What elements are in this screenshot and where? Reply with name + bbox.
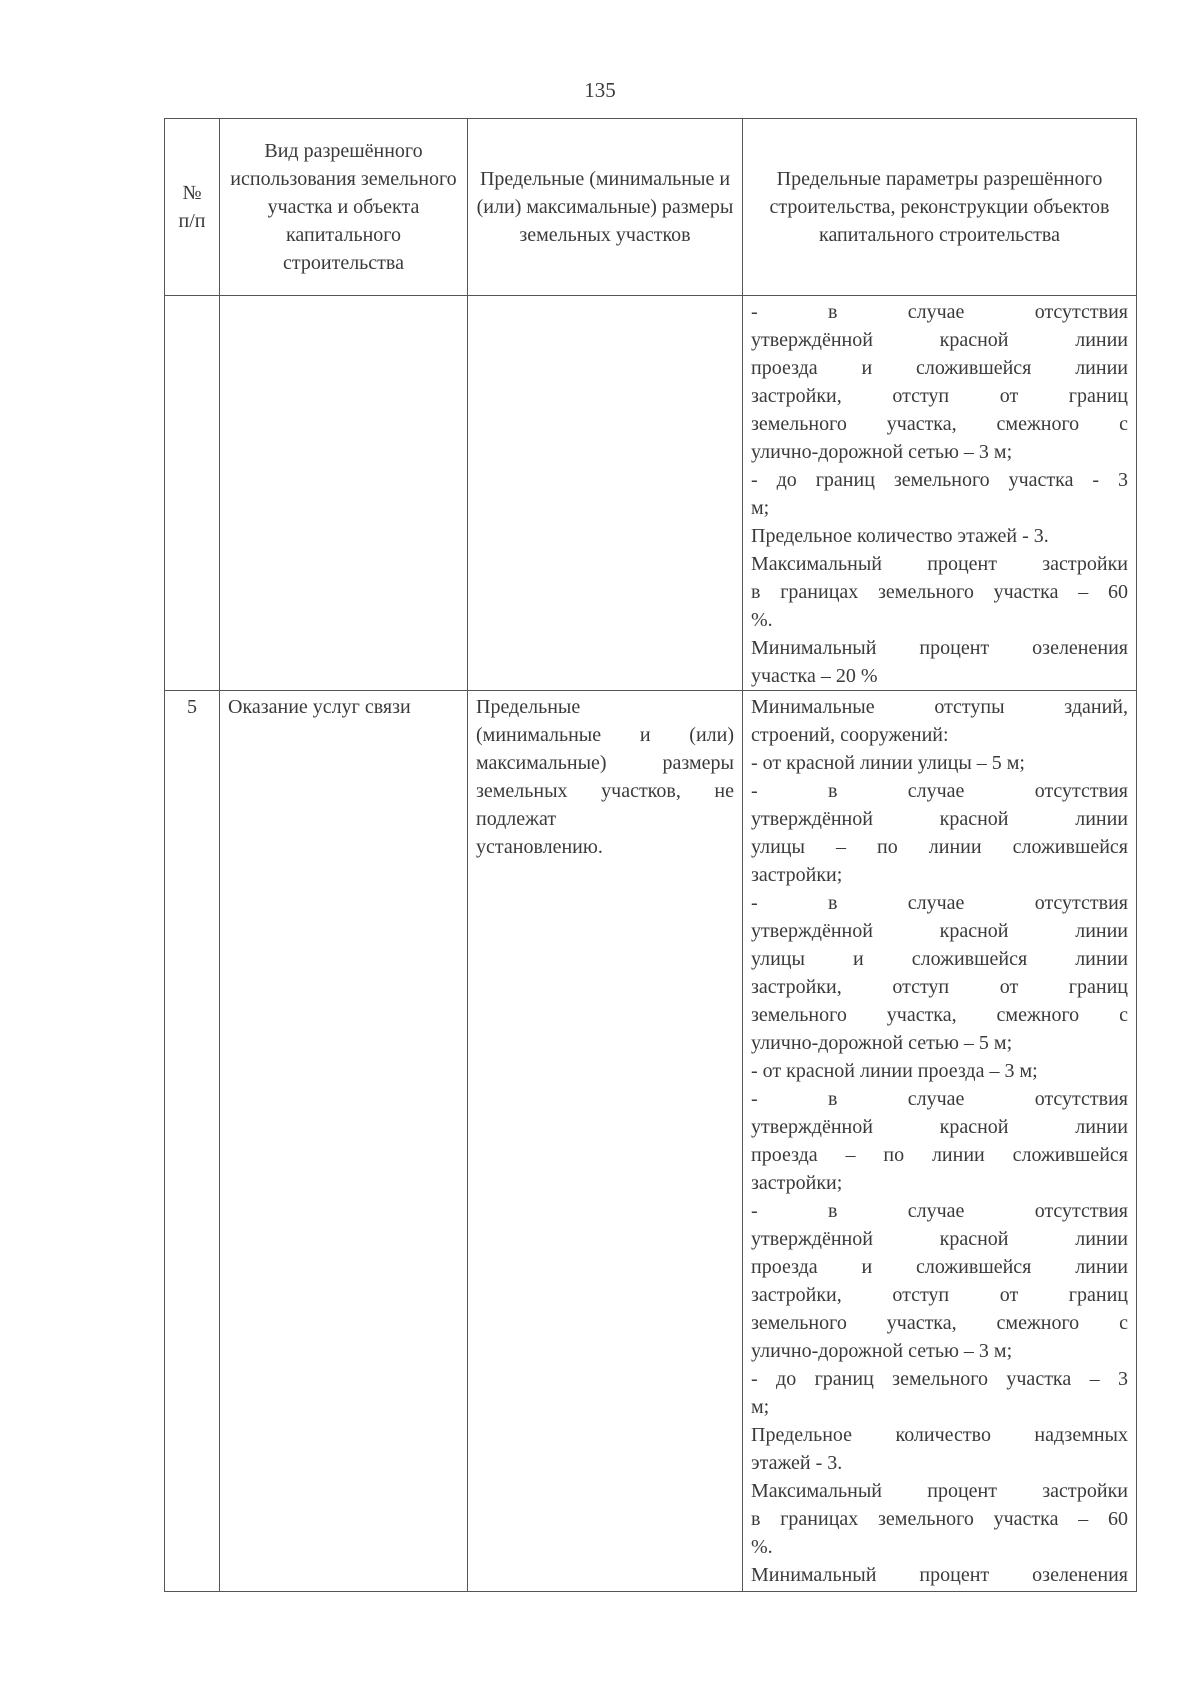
text-line: Предельные	[476, 696, 581, 718]
header-build-params: Предельные параметры разрешённого строительства, реконструкции объектов капитального строительства	[743, 119, 1137, 296]
text-line: застройки, отступ от границ	[751, 1284, 1128, 1306]
text-line: в границах земельного участка – 60	[751, 581, 1128, 603]
text-line: Предельное количество этажей - 3.	[751, 525, 1049, 547]
text-line: - до границ земельного участка – 3	[751, 1368, 1128, 1390]
text-line: - в случае отсутствия	[751, 301, 1128, 323]
cont-number-cell	[165, 296, 220, 691]
text-line: земельных участков, не	[476, 780, 734, 802]
text-line: Минимальный процент озеленения	[751, 637, 1128, 659]
text-line: - в случае отсутствия	[751, 892, 1128, 914]
text-line: - до границ земельного участка - 3	[751, 469, 1128, 491]
row5-number-cell: 5	[165, 691, 220, 1592]
row5-build-params-cell	[743, 691, 1137, 1592]
text-line: Предельное количество надземных	[751, 1424, 1128, 1446]
text-line: застройки;	[751, 1172, 843, 1194]
text-line: улицы и сложившейся линии	[751, 948, 1128, 970]
text-line: %.	[751, 609, 773, 631]
cont-build-params-cell	[743, 296, 1137, 691]
text-line: застройки, отступ от границ	[751, 385, 1128, 407]
text-line: установлению.	[476, 836, 603, 858]
text-line: утверждённой красной линии	[751, 808, 1128, 830]
text-line: улично-дорожной сетью – 3 м;	[751, 441, 1013, 463]
text-line: - в случае отсутствия	[751, 1088, 1128, 1110]
header-number: № п/п	[165, 119, 220, 296]
cont-plot-sizes-cell	[468, 296, 743, 691]
text-line: утверждённой красной линии	[751, 920, 1128, 942]
row5-plot-sizes-cell	[468, 691, 743, 1592]
text-line: Минимальный процент озеленения	[751, 1564, 1128, 1586]
page-number: 135	[584, 78, 616, 102]
header-plot-sizes: Предельные (минимальные и (или) максимальные) размеры земельных участков	[468, 119, 743, 296]
text-line: строений, сооружений:	[751, 724, 949, 746]
text-line: проезда и сложившейся линии	[751, 357, 1128, 379]
cont-use-type-cell	[220, 296, 468, 691]
table-row-5	[165, 691, 1137, 1592]
text-line: - от красной линии улицы – 5 м;	[751, 752, 1025, 774]
text-line: Минимальные отступы зданий,	[751, 696, 1128, 718]
text-line: проезда – по линии сложившейся	[751, 1144, 1128, 1166]
text-line: участка – 20 %	[751, 665, 878, 687]
text-line: утверждённой красной линии	[751, 1116, 1128, 1138]
text-line: подлежат	[476, 808, 557, 830]
text-line: проезда и сложившейся линии	[751, 1256, 1128, 1278]
text-line: этажей - 3.	[751, 1452, 843, 1474]
text-line: земельного участка, смежного с	[751, 1004, 1128, 1026]
text-line: утверждённой красной линии	[751, 329, 1128, 351]
text-line: улично-дорожной сетью – 3 м;	[751, 1340, 1013, 1362]
text-line: земельного участка, смежного с	[751, 1312, 1128, 1334]
text-line: - в случае отсутствия	[751, 1200, 1128, 1222]
text-line: застройки, отступ от границ	[751, 976, 1128, 998]
header-use-type: Вид разрешённого использования земельного участка и объекта капитального строительства	[220, 119, 468, 296]
text-line: м;	[751, 497, 770, 519]
text-line: улично-дорожной сетью – 5 м;	[751, 1032, 1013, 1054]
text-line: утверждённой красной линии	[751, 1228, 1128, 1250]
table-row-continuation	[165, 296, 1137, 691]
regulations-table	[164, 118, 1137, 1592]
text-line: - от красной линии проезда – 3 м;	[751, 1060, 1038, 1082]
text-line: (минимальные и (или)	[476, 724, 734, 746]
text-line: максимальные) размеры	[476, 752, 734, 774]
text-line: Максимальный процент застройки	[751, 553, 1128, 575]
table-header-row	[165, 119, 1137, 296]
text-line: - в случае отсутствия	[751, 780, 1128, 802]
text-line: м;	[751, 1396, 770, 1418]
text-line: Максимальный процент застройки	[751, 1480, 1128, 1502]
row5-use-type-cell: Оказание услуг связи	[220, 691, 468, 1592]
text-line: в границах земельного участка – 60	[751, 1508, 1128, 1530]
text-line: улицы – по линии сложившейся	[751, 836, 1128, 858]
text-line: земельного участка, смежного с	[751, 413, 1128, 435]
text-line: застройки;	[751, 864, 843, 886]
text-line: %.	[751, 1536, 773, 1558]
